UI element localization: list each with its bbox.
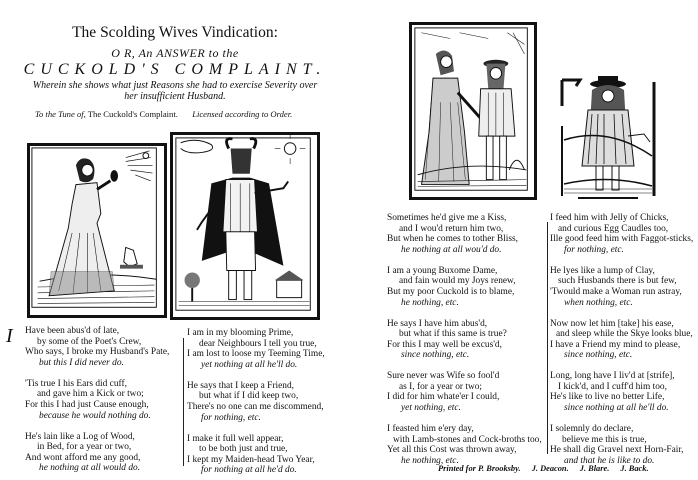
verse-line: I feed him with Jelly of Chicks, (550, 213, 669, 223)
verse-line: I feasted him e'ery day, (387, 424, 474, 435)
verse-line: I make it full well appear, (187, 433, 284, 444)
verse-refrain: when nothing, etc. (564, 297, 633, 308)
tune-name: The Cuckold's Complaint. (87, 109, 178, 119)
horned-man-woodcut (170, 132, 320, 320)
verse-column-2 (187, 328, 355, 476)
verse-refrain: he nothing, etc. (401, 455, 459, 466)
verse-column-4 (550, 213, 698, 466)
stanza (387, 371, 544, 413)
stanza (187, 328, 355, 370)
verse-line: For this I may well be excus'd, (387, 339, 502, 350)
printer-imprint (438, 464, 658, 474)
verse-line: There's no one can me discommend, (187, 401, 324, 412)
verse-line: and gave him a Kick or two; (37, 389, 144, 400)
woman-with-mirror-woodcut (27, 143, 167, 318)
stanza (550, 319, 698, 361)
verse-refrain: he nothing, etc. (401, 297, 459, 308)
stanza (387, 266, 544, 308)
verse-line: in Bed, for a year or two, (37, 442, 132, 453)
verse-line: Now now let him [take] his ease, (550, 318, 674, 329)
verse-line: and sleep while the Skye looks blue, (556, 329, 693, 340)
verse-line: Have been abus'd of late, (25, 326, 120, 336)
verse-refrain: he nothing at all wou'd do. (401, 244, 502, 255)
verse-line: as I, for a year or two; (399, 381, 483, 392)
verse-line: He shall dig Gravel next Horn-Fair, (550, 445, 684, 456)
verse-refrain: yet nothing at all he'll do. (201, 359, 298, 370)
stanza (4, 379, 179, 421)
description-line: her insufficient Husband. (124, 91, 226, 102)
verse-line: He says I have him abus'd, (387, 318, 488, 329)
ballad-description (0, 80, 350, 102)
verse-line: He says that I keep a Friend, (187, 380, 294, 391)
drop-cap: I (6, 325, 13, 347)
verse-line: I did for him whate'er I could, (387, 392, 500, 403)
verse-column-1 (4, 326, 179, 474)
verse-line: I kick'd, and I cuff'd him too, (558, 381, 667, 392)
verse-line: He lyes like a lump of Clay, (550, 265, 655, 276)
verse-line: by some of the Poet's Crew, (37, 336, 142, 347)
license-note: Licensed according to Order. (192, 109, 293, 119)
verse-line: and I wou'd return him two, (399, 223, 504, 234)
verse-line: with Lamb-stones and Cock-broths too, (393, 434, 542, 445)
verse-line: And wont afford me any good, (25, 452, 141, 463)
verse-line: to be both just and true, (199, 444, 288, 455)
verse-line: But when he comes to tother Bliss, (387, 234, 518, 245)
verse-line: I kept my Maiden-head Two Year, (187, 454, 315, 465)
verse-refrain: for nothing, etc. (564, 244, 624, 255)
verse-refrain: yet nothing, etc. (401, 403, 461, 414)
column-divider (183, 338, 184, 466)
imprint-printer: J. Blare. (579, 464, 610, 473)
gentleman-in-hat-woodcut (558, 76, 658, 206)
stanza (387, 424, 544, 466)
verse-line: I am a young Buxome Dame, (387, 265, 498, 276)
verse-line: Sometimes he'd give me a Kiss, (387, 213, 507, 223)
verse-line: and curious Egg Caudles too, (558, 223, 669, 234)
verse-line: He's lain like a Log of Wood, (25, 431, 135, 442)
verse-line: believe me this is true, (562, 434, 647, 445)
verse-line: For this I had just Cause enough, (25, 399, 149, 410)
imprint-printer: J. Deacon. (531, 464, 569, 473)
verse-line: He's like to live no better Life, (550, 392, 665, 403)
verse-refrain: but this I did never do. (39, 357, 124, 368)
verse-refrain: since nothing, etc. (564, 350, 633, 361)
ballad-title: The Scolding Wives Vindication: (72, 24, 278, 41)
stanza (550, 424, 698, 466)
verse-line: such Husbands there is but few, (558, 276, 677, 287)
verse-line: Sure never was Wife so fool'd (387, 371, 500, 382)
verse-refrain: for nothing at all he'd do. (201, 465, 297, 476)
imprint-label: Printed for P. Brooksby. (438, 464, 521, 473)
verse-refrain: since nothing at all he'll do. (564, 403, 669, 414)
verse-line: dear Neighbours I tell you true, (199, 338, 317, 349)
ballad-subtitle: O R, An ANSWER to the (111, 46, 239, 60)
verse-refrain: because he would nothing do. (39, 410, 151, 421)
stanza (4, 432, 179, 474)
verse-line: Ille good feed him with Faggot-sticks, (550, 234, 694, 245)
stanza (550, 266, 698, 308)
verse-line: 'Twould make a Woman run astray, (550, 286, 682, 297)
stanza (187, 381, 355, 423)
verse-line: But my poor Cuckold is to blame, (387, 286, 515, 297)
verse-line: I solemnly do declare, (550, 424, 634, 435)
verse-column-3 (387, 213, 544, 466)
verse-line: I am lost to loose my Teeming Time, (187, 349, 325, 360)
verse-line: I have a Friend my mind to please, (550, 339, 681, 350)
description-line: Wherein she shows what just Reasons she had to exercise Severity over (32, 80, 318, 91)
verse-refrain: since nothing, etc. (401, 350, 470, 361)
stanza (550, 213, 698, 255)
verse-line: but what if this same is true? (399, 329, 507, 340)
verse-refrain: and that he is like to do. (564, 455, 655, 466)
verse-line: but what if I did keep two, (199, 391, 299, 402)
tune-line (35, 109, 292, 119)
verse-line: and fain would my Joys renew, (399, 276, 516, 287)
column-divider (547, 222, 548, 454)
verse-line: 'Tis true I his Ears did cuff, (25, 378, 127, 389)
stanza (187, 434, 355, 476)
ballad-big-title: CUCKOLD'S COMPLAINT. (23, 61, 327, 78)
imprint-printer: J. Back. (620, 464, 649, 473)
verse-line: Who says, I broke my Husband's Pate, (25, 347, 170, 358)
verse-refrain: he nothing at all would do. (39, 463, 141, 474)
verse-refrain: for nothing, etc. (201, 412, 261, 423)
stanza (550, 371, 698, 413)
verse-line: Long, long have I liv'd at [strife], (550, 371, 675, 382)
stanza (387, 319, 544, 361)
verse-line: Yet all this Cost was thrown away, (387, 445, 517, 456)
tune-prefix: To the Tune of, (35, 109, 86, 119)
verse-line: I am in my blooming Prime, (187, 328, 294, 338)
stanza (4, 326, 179, 368)
couple-woodcut (409, 22, 537, 200)
stanza (387, 213, 544, 255)
